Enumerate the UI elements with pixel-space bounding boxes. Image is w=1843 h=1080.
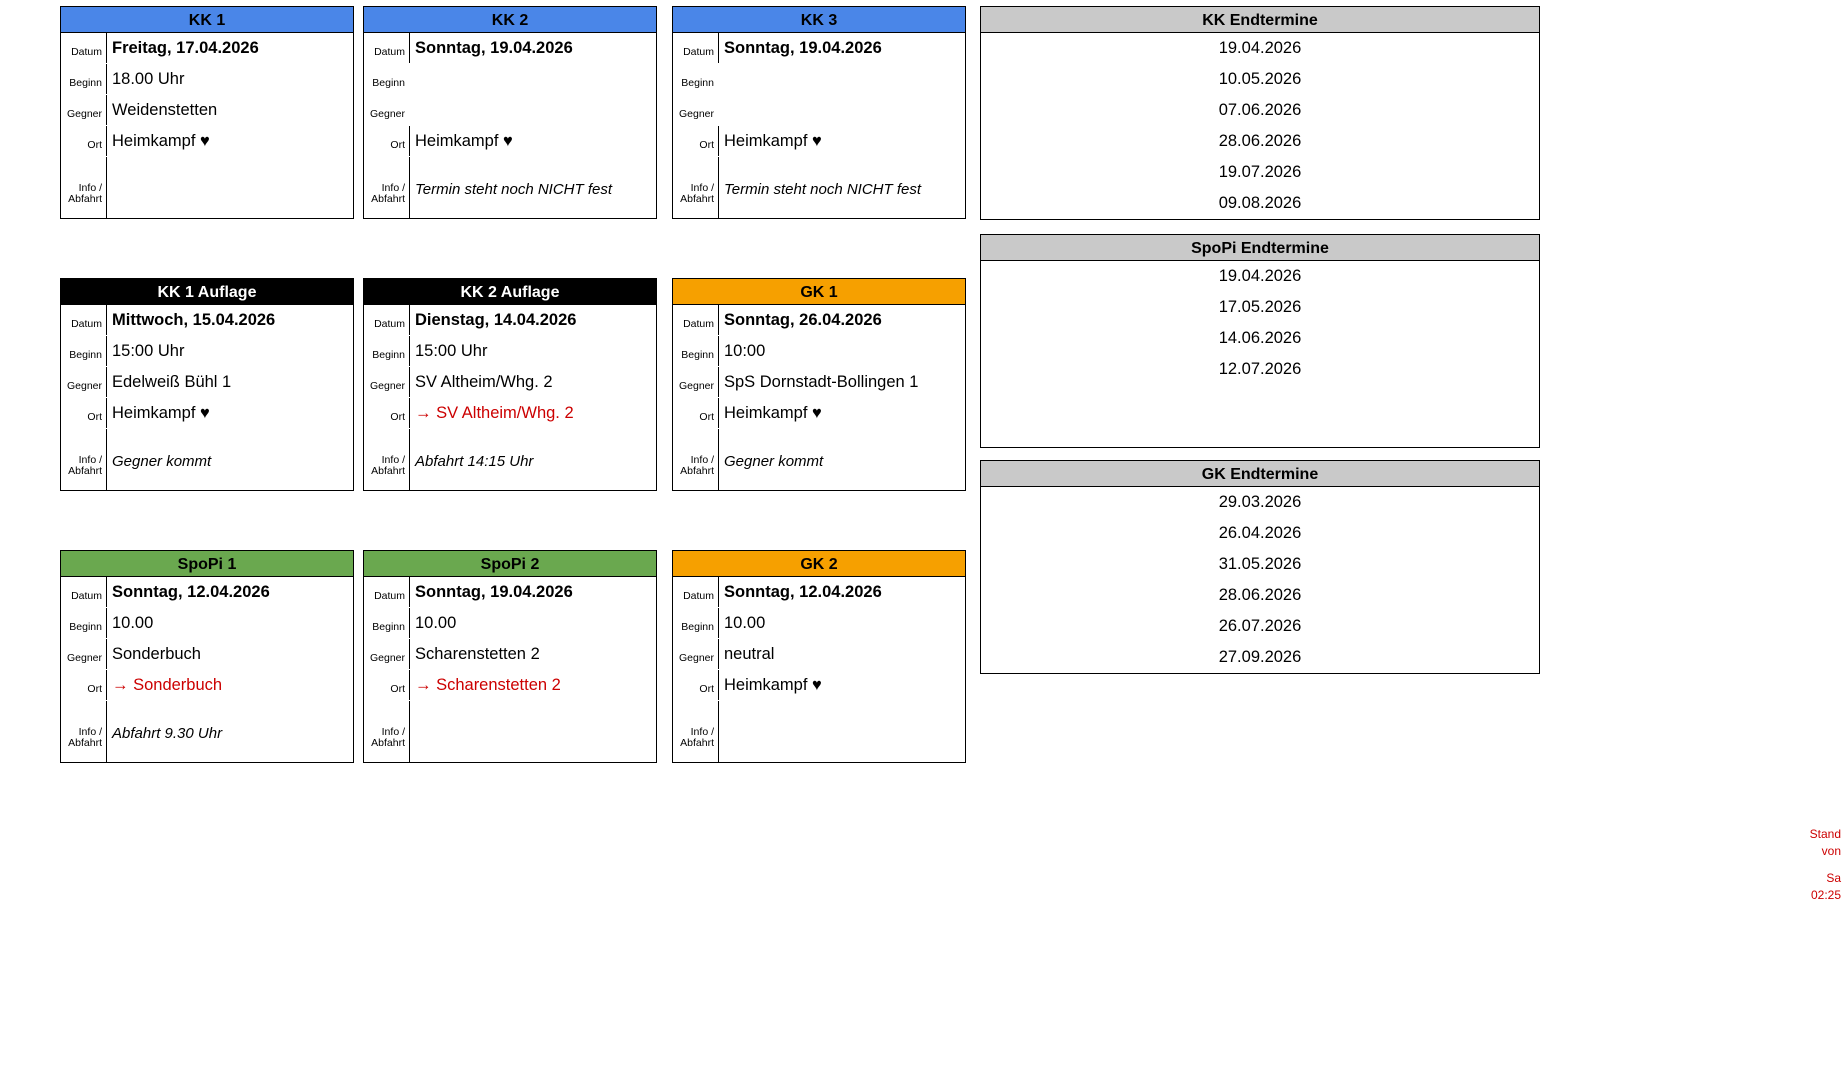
field-info xyxy=(61,701,353,763)
value-info: Termin steht noch NICHT fest xyxy=(718,157,965,219)
label-beginn: Beginn xyxy=(69,621,102,633)
deadline-row: 27.09.2026 xyxy=(1218,648,1302,666)
deadline-table-body xyxy=(980,487,1540,674)
field-info xyxy=(673,701,965,763)
field-beginn xyxy=(673,64,965,95)
value-ort: Heimkampf ♥ xyxy=(718,398,965,428)
match-card-title: SpoPi 2 xyxy=(363,550,657,577)
match-card-kk1 xyxy=(60,6,354,219)
deadline-table-kk xyxy=(980,6,1540,220)
label-ort: Ort xyxy=(699,139,714,151)
value-ort: → Scharenstetten 2 xyxy=(409,670,656,700)
field-datum xyxy=(61,33,353,64)
field-ort xyxy=(364,670,656,701)
label-info: Info / Abfahrt xyxy=(68,726,102,749)
match-card-gk1 xyxy=(672,278,966,491)
label-datum: Datum xyxy=(71,318,102,330)
value-gegner: Scharenstetten 2 xyxy=(409,639,656,669)
deadline-row: 09.08.2026 xyxy=(1218,194,1302,212)
label-beginn: Beginn xyxy=(372,621,405,633)
label-ort: Ort xyxy=(699,411,714,423)
value-ort: → SV Altheim/Whg. 2 xyxy=(409,398,656,428)
value-beginn: 18.00 Uhr xyxy=(106,64,353,94)
match-card-title: GK 2 xyxy=(672,550,966,577)
label-ort: Ort xyxy=(699,683,714,695)
value-gegner: Weidenstetten xyxy=(106,95,353,125)
value-info: Abfahrt 14:15 Uhr xyxy=(409,429,656,491)
deadline-row: 28.06.2026 xyxy=(1218,132,1302,150)
label-info: Info / Abfahrt xyxy=(680,182,714,205)
field-datum xyxy=(61,577,353,608)
label-gegner: Gegner xyxy=(678,380,714,392)
value-info xyxy=(718,701,965,763)
field-ort xyxy=(673,126,965,157)
match-card-kk2 xyxy=(363,6,657,219)
value-info: Abfahrt 9.30 Uhr xyxy=(106,701,353,763)
stand-note xyxy=(1810,826,1841,904)
stand-line-3: Sa xyxy=(1826,871,1841,885)
field-info xyxy=(61,429,353,491)
label-beginn: Beginn xyxy=(681,349,714,361)
field-ort xyxy=(364,126,656,157)
label-gegner: Gegner xyxy=(66,652,102,664)
field-info xyxy=(364,429,656,491)
field-beginn xyxy=(673,608,965,639)
label-datum: Datum xyxy=(374,318,405,330)
value-beginn: 10:00 xyxy=(718,336,965,366)
deadline-row: 12.07.2026 xyxy=(1218,360,1302,378)
value-datum: Sonntag, 19.04.2026 xyxy=(409,33,656,63)
match-card-spopi2 xyxy=(363,550,657,763)
value-info: Termin steht noch NICHT fest xyxy=(409,157,656,219)
value-beginn: 10.00 xyxy=(718,608,965,638)
label-info: Info / Abfahrt xyxy=(371,182,405,205)
stand-line-4: 02:25 xyxy=(1810,888,1841,902)
label-gegner: Gegner xyxy=(369,108,405,120)
match-card-title: KK 1 xyxy=(60,6,354,33)
match-card-body xyxy=(363,305,657,491)
label-ort: Ort xyxy=(390,411,405,423)
label-gegner: Gegner xyxy=(678,652,714,664)
value-datum: Freitag, 17.04.2026 xyxy=(106,33,353,63)
field-info xyxy=(364,701,656,763)
field-ort xyxy=(61,670,353,701)
match-card-title: KK 1 Auflage xyxy=(60,278,354,305)
deadline-row: 17.05.2026 xyxy=(1218,298,1302,316)
label-gegner: Gegner xyxy=(369,380,405,392)
stand-spacer xyxy=(1810,860,1841,870)
field-gegner xyxy=(61,639,353,670)
deadline-table-title: KK Endtermine xyxy=(980,6,1540,33)
value-gegner: SpS Dornstadt-Bollingen 1 xyxy=(718,367,965,397)
value-ort: Heimkampf ♥ xyxy=(718,670,965,700)
label-gegner: Gegner xyxy=(678,108,714,120)
match-card-body xyxy=(672,305,966,491)
deadline-row: 14.06.2026 xyxy=(1218,329,1302,347)
field-gegner xyxy=(61,95,353,126)
value-info: Gegner kommt xyxy=(718,429,965,491)
deadline-row: 26.04.2026 xyxy=(1218,524,1302,542)
value-datum: Sonntag, 19.04.2026 xyxy=(718,33,965,63)
label-ort: Ort xyxy=(390,683,405,695)
field-gegner xyxy=(673,639,965,670)
deadline-row: 31.05.2026 xyxy=(1218,555,1302,573)
field-ort xyxy=(673,670,965,701)
value-beginn: 15:00 Uhr xyxy=(409,336,656,366)
match-card-body xyxy=(363,577,657,763)
label-info: Info / Abfahrt xyxy=(68,182,102,205)
match-card-title: KK 2 Auflage xyxy=(363,278,657,305)
value-gegner: Sonderbuch xyxy=(106,639,353,669)
value-datum: Dienstag, 14.04.2026 xyxy=(409,305,656,335)
deadline-row: 19.04.2026 xyxy=(1218,39,1302,57)
deadline-row: 28.06.2026 xyxy=(1218,586,1302,604)
value-ort: Heimkampf ♥ xyxy=(409,126,656,156)
field-beginn xyxy=(673,336,965,367)
field-datum xyxy=(673,33,965,64)
label-datum: Datum xyxy=(683,318,714,330)
stand-line-2: von xyxy=(1821,844,1841,858)
deadline-row: 19.07.2026 xyxy=(1218,163,1302,181)
value-datum: Sonntag, 19.04.2026 xyxy=(409,577,656,607)
field-ort xyxy=(61,126,353,157)
stand-line-1: Stand xyxy=(1809,827,1841,841)
match-card-body xyxy=(60,33,354,219)
match-card-body xyxy=(672,577,966,763)
deadline-table-gk xyxy=(980,460,1540,674)
field-beginn xyxy=(364,336,656,367)
deadline-table-title: GK Endtermine xyxy=(980,460,1540,487)
match-card-body xyxy=(672,33,966,219)
value-beginn: 15:00 Uhr xyxy=(106,336,353,366)
label-datum: Datum xyxy=(71,46,102,58)
label-beginn: Beginn xyxy=(681,621,714,633)
field-info xyxy=(364,157,656,219)
label-info: Info / Abfahrt xyxy=(68,454,102,477)
value-gegner: SV Altheim/Whg. 2 xyxy=(409,367,656,397)
value-info xyxy=(409,701,656,763)
value-ort: Heimkampf ♥ xyxy=(106,126,353,156)
field-ort xyxy=(364,398,656,429)
match-card-spopi1 xyxy=(60,550,354,763)
label-gegner: Gegner xyxy=(369,652,405,664)
match-card-body xyxy=(60,305,354,491)
label-gegner: Gegner xyxy=(66,108,102,120)
field-info xyxy=(673,429,965,491)
field-beginn xyxy=(364,608,656,639)
field-datum xyxy=(673,577,965,608)
field-info xyxy=(673,157,965,219)
field-gegner xyxy=(673,95,965,126)
match-card-title: KK 2 xyxy=(363,6,657,33)
value-info xyxy=(106,157,353,219)
value-info: Gegner kommt xyxy=(106,429,353,491)
deadline-row: 29.03.2026 xyxy=(1218,493,1302,511)
field-datum xyxy=(61,305,353,336)
label-ort: Ort xyxy=(390,139,405,151)
field-gegner xyxy=(364,367,656,398)
value-datum: Sonntag, 26.04.2026 xyxy=(718,305,965,335)
field-gegner xyxy=(364,639,656,670)
label-info: Info / Abfahrt xyxy=(371,454,405,477)
match-card-title: SpoPi 1 xyxy=(60,550,354,577)
field-ort xyxy=(61,398,353,429)
label-info: Info / Abfahrt xyxy=(680,726,714,749)
label-datum: Datum xyxy=(71,590,102,602)
deadline-table-spopi xyxy=(980,234,1540,448)
match-card-title: GK 1 xyxy=(672,278,966,305)
deadline-table-body xyxy=(980,261,1540,448)
label-beginn: Beginn xyxy=(681,77,714,89)
label-beginn: Beginn xyxy=(372,349,405,361)
label-info: Info / Abfahrt xyxy=(371,726,405,749)
label-beginn: Beginn xyxy=(372,77,405,89)
deadline-table-body xyxy=(980,33,1540,220)
deadline-row: 10.05.2026 xyxy=(1218,70,1302,88)
field-gegner xyxy=(364,95,656,126)
match-card-kk2-auflage xyxy=(363,278,657,491)
label-ort: Ort xyxy=(87,139,102,151)
match-card-gk2 xyxy=(672,550,966,763)
match-card-body xyxy=(363,33,657,219)
deadline-row: 19.04.2026 xyxy=(1218,267,1302,285)
label-ort: Ort xyxy=(87,411,102,423)
field-datum xyxy=(364,305,656,336)
deadline-row xyxy=(981,416,1539,447)
value-gegner: neutral xyxy=(718,639,965,669)
label-info: Info / Abfahrt xyxy=(680,454,714,477)
label-datum: Datum xyxy=(374,46,405,58)
value-ort: → Sonderbuch xyxy=(106,670,353,700)
field-datum xyxy=(364,33,656,64)
label-datum: Datum xyxy=(683,590,714,602)
field-beginn xyxy=(61,336,353,367)
label-gegner: Gegner xyxy=(66,380,102,392)
match-card-kk1-auflage xyxy=(60,278,354,491)
match-card-body xyxy=(60,577,354,763)
value-datum: Mittwoch, 15.04.2026 xyxy=(106,305,353,335)
value-ort: Heimkampf ♥ xyxy=(106,398,353,428)
match-card-kk3 xyxy=(672,6,966,219)
value-gegner: Edelweiß Bühl 1 xyxy=(106,367,353,397)
label-beginn: Beginn xyxy=(69,349,102,361)
value-ort: Heimkampf ♥ xyxy=(718,126,965,156)
deadline-table-title: SpoPi Endtermine xyxy=(980,234,1540,261)
field-beginn xyxy=(61,64,353,95)
field-beginn xyxy=(364,64,656,95)
field-info xyxy=(61,157,353,219)
label-beginn: Beginn xyxy=(69,77,102,89)
deadline-row: 26.07.2026 xyxy=(1218,617,1302,635)
label-datum: Datum xyxy=(683,46,714,58)
deadline-row xyxy=(981,385,1539,416)
label-ort: Ort xyxy=(87,683,102,695)
value-beginn: 10.00 xyxy=(409,608,656,638)
field-gegner xyxy=(61,367,353,398)
value-beginn: 10.00 xyxy=(106,608,353,638)
match-card-title: KK 3 xyxy=(672,6,966,33)
deadline-row: 07.06.2026 xyxy=(1218,101,1302,119)
value-datum: Sonntag, 12.04.2026 xyxy=(106,577,353,607)
label-datum: Datum xyxy=(374,590,405,602)
value-datum: Sonntag, 12.04.2026 xyxy=(718,577,965,607)
field-beginn xyxy=(61,608,353,639)
field-datum xyxy=(673,305,965,336)
field-ort xyxy=(673,398,965,429)
field-gegner xyxy=(673,367,965,398)
field-datum xyxy=(364,577,656,608)
